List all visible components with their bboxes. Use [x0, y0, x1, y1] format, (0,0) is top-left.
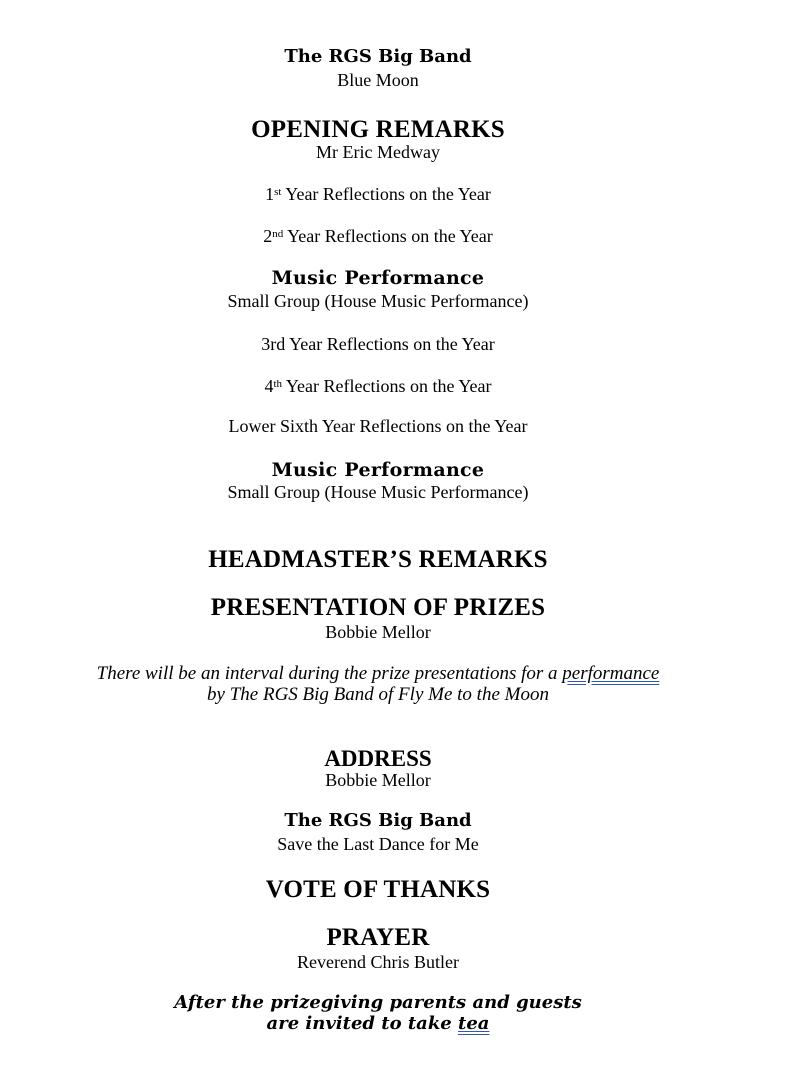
reflections-year-4 [0, 377, 756, 395]
interval-note-line-1 [0, 664, 756, 683]
reflections-year-2 [0, 227, 756, 245]
address-speaker: Bobbie Mellor [325, 770, 431, 790]
interval-note-text: There will be an interval during the prize presentations for a [96, 663, 563, 684]
music-performance-2-heading: Music Performance [271, 459, 485, 481]
music-performance-1-detail: Small Group (House Music Performance) [227, 291, 529, 311]
interval-note-line-2: by The RGS Big Band of Fly Me to the Moon [207, 684, 549, 705]
prayer-leader: Reverend Chris Butler [297, 952, 459, 972]
ordinal-suffix: st [274, 186, 282, 198]
reflections-text: Year Reflections on the Year [283, 226, 493, 246]
opening-remarks-heading: OPENING REMARKS [251, 116, 505, 143]
ordinal-suffix: th [273, 378, 283, 390]
band-closing-piece: Save the Last Dance for Me [277, 834, 479, 854]
address-heading: ADDRESS [324, 746, 432, 771]
headmaster-remarks-heading: HEADMASTER’S REMARKS [208, 546, 548, 573]
band-opening-title: The RGS Big Band [284, 46, 472, 67]
ordinal-number: 2 [263, 226, 273, 246]
presentation-of-prizes-heading: PRESENTATION OF PRIZES [210, 594, 546, 621]
ordinal-number: 4 [264, 376, 274, 396]
reflections-text: Year Reflections on the Year [282, 376, 492, 396]
band-closing-title: The RGS Big Band [284, 810, 472, 831]
spellcheck-flagged-word[interactable]: performance [562, 663, 660, 684]
reflections-lower-sixth: Lower Sixth Year Reflections on the Year [228, 416, 528, 436]
band-opening-piece: Blue Moon [337, 70, 419, 90]
reflections-text: Year Reflections on the Year [281, 184, 491, 204]
music-performance-1-heading: Music Performance [271, 267, 485, 289]
prizes-presenter: Bobbie Mellor [325, 622, 431, 642]
closing-note-line-1: After the prizegiving parents and guests [174, 992, 582, 1013]
reflections-year-1 [0, 185, 756, 203]
vote-of-thanks-heading: VOTE OF THANKS [265, 876, 491, 903]
closing-note-text: are invited to take [266, 1013, 459, 1034]
reflections-year-3: 3rd Year Reflections on the Year [261, 334, 495, 354]
ordinal-suffix: nd [272, 228, 284, 240]
ordinal-number: 1 [265, 184, 275, 204]
spellcheck-flagged-word[interactable]: tea [458, 1013, 490, 1034]
closing-note-line-2 [0, 1015, 756, 1033]
prayer-heading: PRAYER [326, 924, 430, 951]
music-performance-2-detail: Small Group (House Music Performance) [227, 482, 529, 502]
opening-remarks-speaker: Mr Eric Medway [316, 142, 440, 162]
